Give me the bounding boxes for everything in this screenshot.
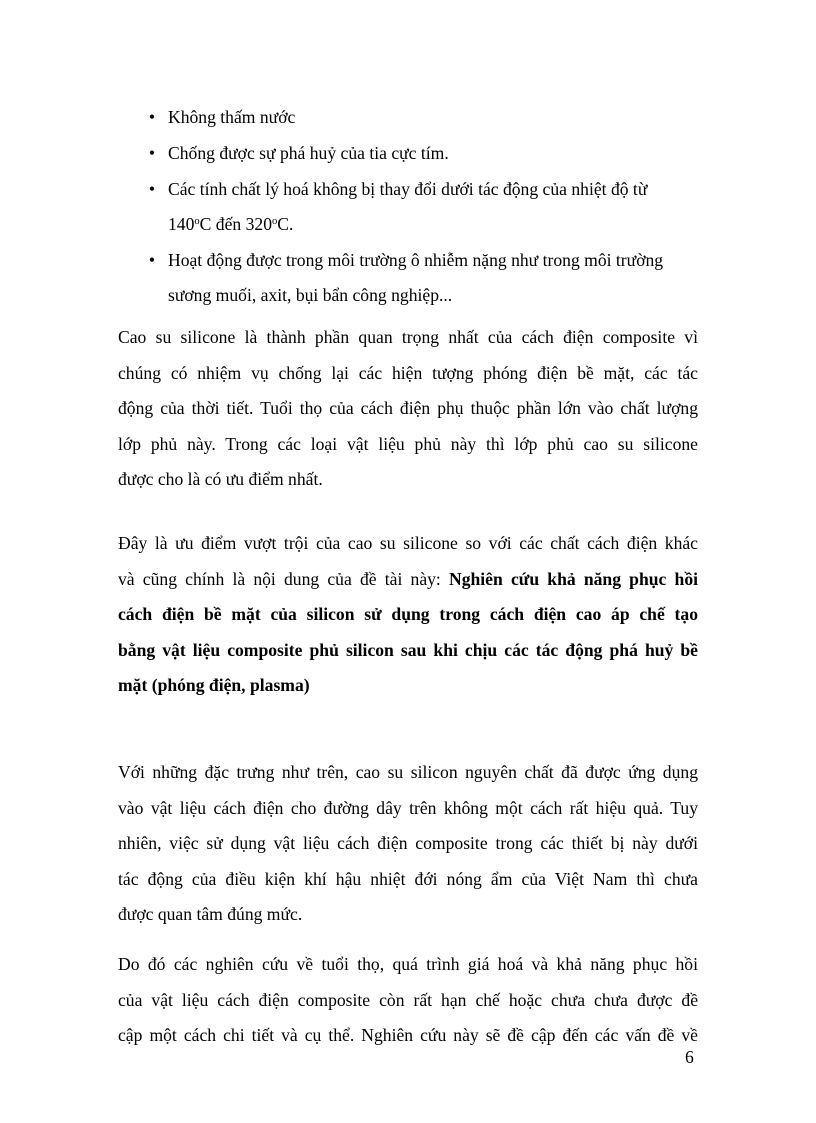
research-title-bold: bằng vật liệu composite phủ silicon sau khi chịu các tác động phá huỷ bề (118, 639, 698, 660)
paragraph-research-topic: Đây là ưu điểm vượt trội của cao su silicone so với các chất cách điện khác và cũng chính là nội dung của đề tài này: Nghiên cứu khả năng phục hồi cách điện bề mặt của silicon sử dụng trong cách điện cao áp chế tạo bằng vật liệu composite phủ silicon sau khi chịu các tác động phá huỷ bề mặt (phóng điện, plasma) (118, 526, 698, 704)
bullet-item (118, 100, 708, 135)
research-title-bold: Nghiên cứu khả năng phục hồi (449, 568, 699, 589)
bullet-item (118, 172, 708, 242)
paragraph-application: Với những đặc trưng như trên, cao su silicon nguyên chất đã được ứng dụng vào vật liệu cách điện cho đường dây trên không một cách rất hiệu quả. Tuy nhiên, việc sử dụng vật liệu cách điện composite trong các thiết bị này dưới tác động của điều kiện khí hậu nhiệt đới nóng ẩm của Việt Nam thì chưa được quan tâm đúng mức. (118, 762, 698, 925)
bullet-text-line: Hoạt động được trong môi trường ô nhiễm nặng như trong môi trường (168, 250, 664, 270)
paragraph-silicone-importance: Cao su silicone là thành phần quan trọng nhất của cách điện composite vì chúng có nhiệm vụ chống lại các hiện tượng phóng điện bề mặt, các tác động của thời tiết. Tuổi thọ của cách điện phụ thuộc phần lớn vào chất lượng lớp phủ này. Trong các loại vật liệu phủ này thì lớp phủ cao su silicone được cho là có ưu điểm nhất. (118, 327, 698, 490)
research-title-bold: mặt (phóng điện, plasma) (118, 675, 310, 696)
page-number: 6 (685, 1047, 694, 1067)
bullet-text-line: 140$^o$C đến 320$^o$C. (168, 214, 294, 234)
bullet-dot-icon: • (148, 107, 156, 127)
bullet-text: Không thấm nước (168, 107, 296, 127)
bullet-item (118, 136, 708, 171)
bullet-text-line: Các tính chất lý hoá không bị thay đổi dưới tác động của nhiệt độ từ (168, 179, 648, 199)
bullet-text-line: sương muối, axit, bụi bẩn công nghiệp... (168, 285, 453, 305)
bullet-item (118, 243, 708, 313)
research-title-bold: cách điện bề mặt của silicon sử dụng trong cách điện cao áp chế tạo (118, 604, 698, 625)
property-bullet-list (118, 100, 708, 313)
bullet-text: Chống được sự phá huỷ của tia cực tím. (168, 143, 449, 163)
bullet-dot-icon: • (148, 143, 156, 163)
bullet-dot-icon: • (148, 179, 156, 199)
paragraph-research-gap: Do đó các nghiên cứu về tuổi thọ, quá trình giá hoá và khả năng phục hồi của vật liệu cách điện composite còn rất hạn chế hoặc chưa chưa được đề cập một cách chi tiết và cụ thể. Nghiên cứu này sẽ đề cập đến các vấn đề về (118, 954, 698, 1046)
bullet-dot-icon: • (148, 250, 156, 270)
